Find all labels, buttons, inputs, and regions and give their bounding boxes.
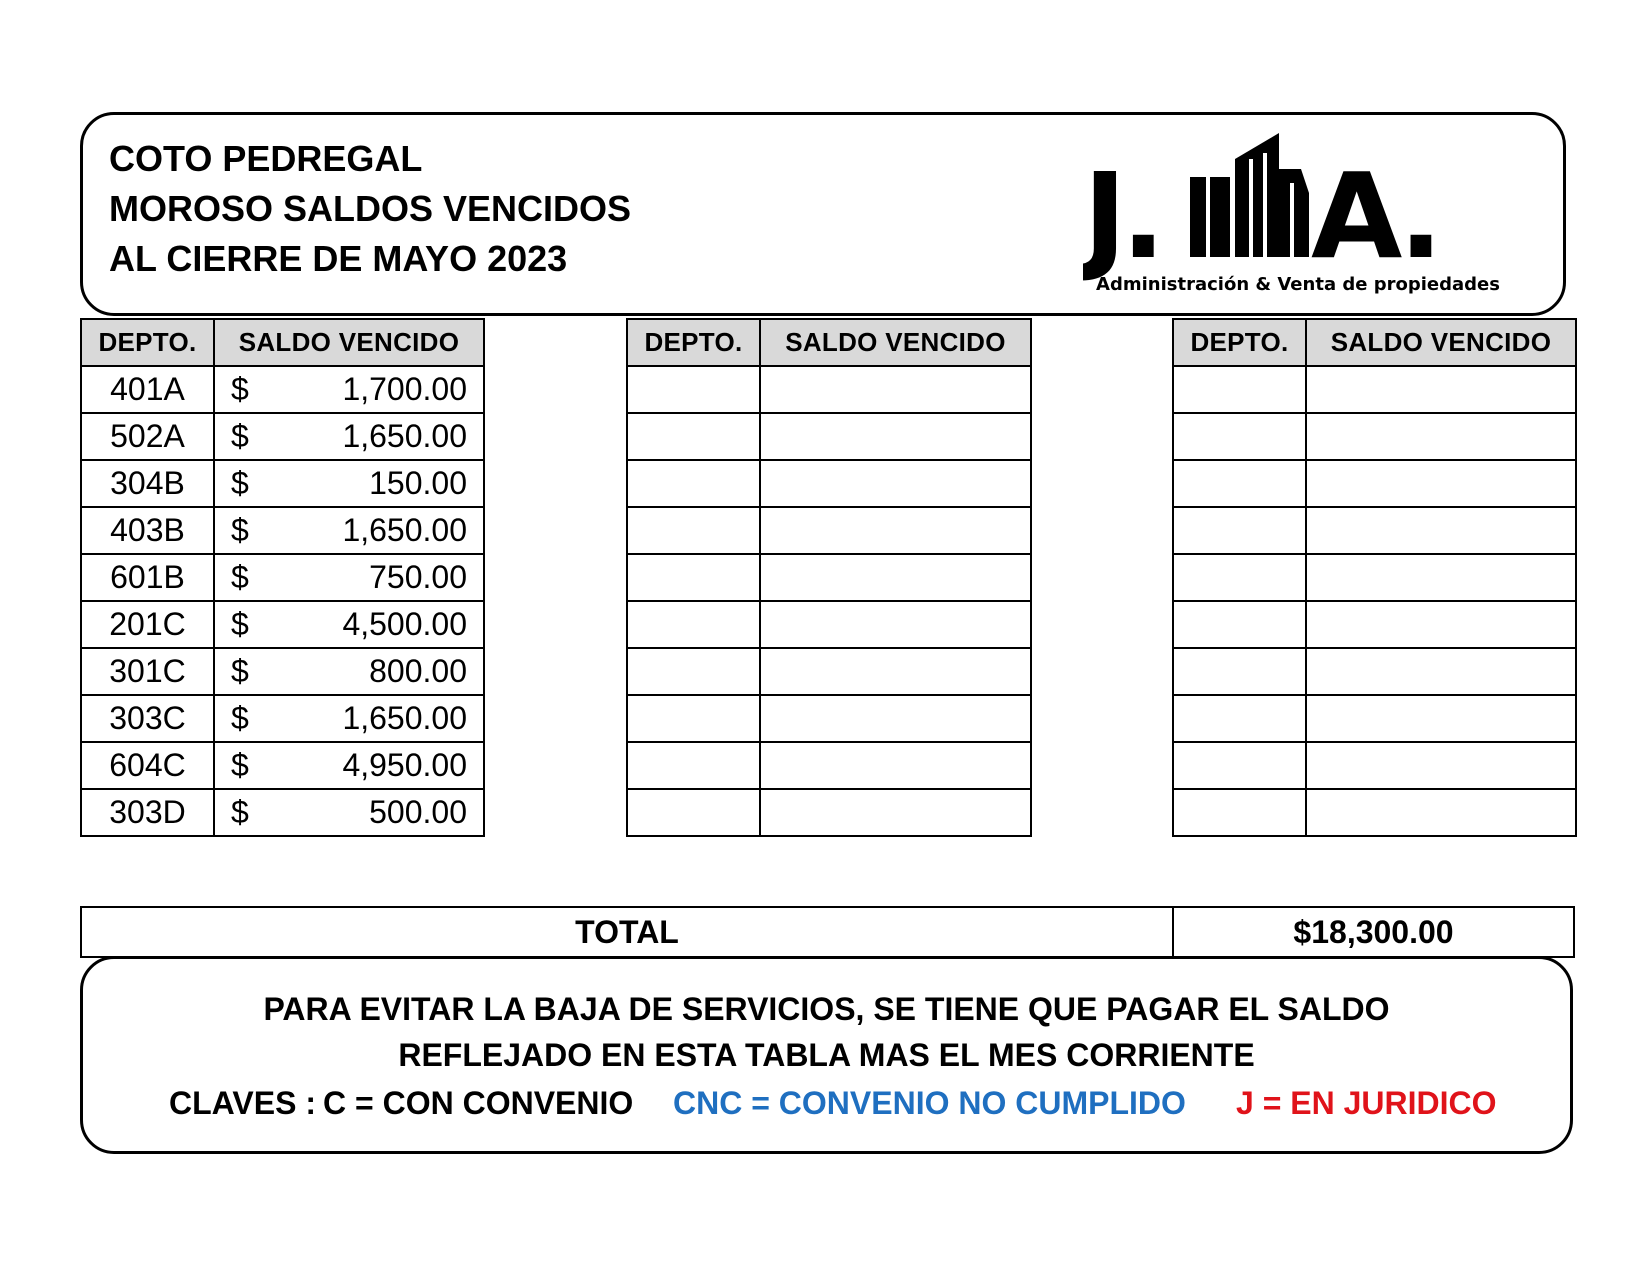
- depto-cell: 401A: [81, 366, 214, 413]
- table-row: [627, 507, 1031, 554]
- table-row: [81, 648, 484, 695]
- table-row: [1173, 554, 1576, 601]
- depto-cell: 601B: [81, 554, 214, 601]
- table-row: [1173, 742, 1576, 789]
- amount-value: 1,700.00: [342, 371, 467, 407]
- amount-cell: [214, 413, 484, 460]
- table-row: [627, 789, 1031, 836]
- table-row: [81, 460, 484, 507]
- balance-table-2: [626, 318, 1032, 837]
- claves-label: CLAVES :: [169, 1085, 316, 1121]
- column-header-saldo: SALDO VENCIDO: [214, 319, 484, 366]
- amount-cell: [1306, 648, 1576, 695]
- amount-cell: [1306, 366, 1576, 413]
- table-row: [1173, 695, 1576, 742]
- total-value: $18,300.00: [1173, 907, 1574, 957]
- report-date: AL CIERRE DE MAYO 2023: [109, 238, 568, 279]
- table-row: [627, 460, 1031, 507]
- amount-cell: [214, 695, 484, 742]
- table-row: [81, 554, 484, 601]
- clave-en-juridico: J = EN JURIDICO: [1236, 1085, 1497, 1121]
- depto-cell: [1173, 789, 1306, 836]
- amount-cell: [760, 460, 1031, 507]
- depto-cell: [627, 460, 760, 507]
- clave-convenio-no-cumplido: CNC = CONVENIO NO CUMPLIDO: [673, 1085, 1186, 1121]
- depto-cell: [1173, 366, 1306, 413]
- notice-line-2: REFLEJADO EN ESTA TABLA MAS EL MES CORRIENTE: [398, 1037, 1255, 1073]
- table-row: [627, 742, 1031, 789]
- amount-cell: [760, 554, 1031, 601]
- depto-cell: 303C: [81, 695, 214, 742]
- amount-cell: [760, 507, 1031, 554]
- amount-cell: [1306, 742, 1576, 789]
- amount-cell: [214, 601, 484, 648]
- currency-symbol: $: [231, 512, 249, 548]
- depto-cell: [627, 554, 760, 601]
- amount-cell: [1306, 507, 1576, 554]
- notice-line-1: PARA EVITAR LA BAJA DE SERVICIOS, SE TIENE QUE PAGAR EL SALDO: [263, 991, 1390, 1027]
- amount-cell: [214, 460, 484, 507]
- table-row: [81, 789, 484, 836]
- table-row: [81, 601, 484, 648]
- amount-value: 4,500.00: [342, 606, 467, 642]
- depto-cell: [627, 413, 760, 460]
- depto-cell: [627, 601, 760, 648]
- amount-cell: [214, 742, 484, 789]
- balance-table-1: [80, 318, 485, 837]
- currency-symbol: $: [231, 465, 249, 501]
- currency-symbol: $: [231, 371, 249, 407]
- table-row: [81, 413, 484, 460]
- amount-cell: [1306, 554, 1576, 601]
- depto-cell: [627, 366, 760, 413]
- column-header-saldo: SALDO VENCIDO: [1306, 319, 1576, 366]
- table-row: [1173, 413, 1576, 460]
- amount-value: 4,950.00: [342, 747, 467, 783]
- table-row: [627, 413, 1031, 460]
- currency-symbol: $: [231, 418, 249, 454]
- currency-symbol: $: [231, 606, 249, 642]
- complex-name: COTO PEDREGAL: [109, 138, 423, 179]
- currency-symbol: $: [231, 794, 249, 830]
- depto-cell: [627, 695, 760, 742]
- table-row: [1173, 601, 1576, 648]
- amount-cell: [214, 507, 484, 554]
- currency-symbol: $: [231, 747, 249, 783]
- logo-letters-right: A.: [1311, 147, 1438, 285]
- table-row: [81, 695, 484, 742]
- amount-cell: [1306, 789, 1576, 836]
- depto-cell: [627, 648, 760, 695]
- table-row: [627, 601, 1031, 648]
- currency-symbol: $: [231, 700, 249, 736]
- amount-value: 1,650.00: [342, 512, 467, 548]
- table-row: [627, 554, 1031, 601]
- depto-cell: [1173, 695, 1306, 742]
- notice-box: [80, 956, 1573, 1154]
- depto-cell: [1173, 554, 1306, 601]
- amount-cell: [1306, 460, 1576, 507]
- column-header-depto: DEPTO.: [81, 319, 214, 366]
- amount-cell: [214, 366, 484, 413]
- amount-value: 1,650.00: [342, 700, 467, 736]
- company-logo: [1083, 133, 1513, 295]
- table-row: [81, 366, 484, 413]
- amount-value: 1,650.00: [342, 418, 467, 454]
- logo-letters-left: J.: [1083, 147, 1160, 285]
- amount-value: 150.00: [369, 465, 467, 501]
- amount-cell: [760, 413, 1031, 460]
- depto-cell: [1173, 413, 1306, 460]
- depto-cell: 502A: [81, 413, 214, 460]
- depto-cell: [627, 507, 760, 554]
- table-row: [627, 366, 1031, 413]
- logo-tagline: Administración & Venta de propiedades: [1096, 274, 1500, 295]
- table-row: [1173, 789, 1576, 836]
- balance-table-3: [1172, 318, 1577, 837]
- table-row: [627, 695, 1031, 742]
- column-header-depto: DEPTO.: [627, 319, 760, 366]
- depto-cell: 604C: [81, 742, 214, 789]
- amount-cell: [1306, 413, 1576, 460]
- amount-cell: [214, 789, 484, 836]
- header-box: [80, 112, 1566, 316]
- depto-cell: [627, 789, 760, 836]
- amount-value: 750.00: [369, 559, 467, 595]
- depto-cell: 201C: [81, 601, 214, 648]
- clave-con-convenio: C = CON CONVENIO: [323, 1085, 634, 1121]
- depto-cell: 303D: [81, 789, 214, 836]
- table-row: [1173, 507, 1576, 554]
- depto-cell: [1173, 601, 1306, 648]
- amount-cell: [760, 742, 1031, 789]
- table-row: [1173, 460, 1576, 507]
- depto-cell: [1173, 507, 1306, 554]
- depto-cell: [1173, 460, 1306, 507]
- amount-cell: [760, 601, 1031, 648]
- depto-cell: [627, 742, 760, 789]
- depto-cell: [1173, 742, 1306, 789]
- amount-cell: [214, 554, 484, 601]
- total-row: [81, 907, 1574, 957]
- amount-cell: [214, 648, 484, 695]
- currency-symbol: $: [231, 559, 249, 595]
- amount-cell: [760, 789, 1031, 836]
- depto-cell: 403B: [81, 507, 214, 554]
- table-row: [81, 507, 484, 554]
- table-row: [627, 648, 1031, 695]
- report-title: MOROSO SALDOS VENCIDOS: [109, 188, 632, 229]
- total-table: [80, 906, 1575, 958]
- amount-cell: [1306, 695, 1576, 742]
- table-row: [1173, 648, 1576, 695]
- table-row: [1173, 366, 1576, 413]
- table-row: [81, 742, 484, 789]
- depto-cell: [1173, 648, 1306, 695]
- amount-value: 500.00: [369, 794, 467, 830]
- depto-cell: 304B: [81, 460, 214, 507]
- depto-cell: 301C: [81, 648, 214, 695]
- currency-symbol: $: [231, 653, 249, 689]
- amount-cell: [760, 366, 1031, 413]
- column-header-saldo: SALDO VENCIDO: [760, 319, 1031, 366]
- amount-cell: [760, 695, 1031, 742]
- column-header-depto: DEPTO.: [1173, 319, 1306, 366]
- amount-value: 800.00: [369, 653, 467, 689]
- total-label: TOTAL: [81, 907, 1173, 957]
- amount-cell: [1306, 601, 1576, 648]
- amount-cell: [760, 648, 1031, 695]
